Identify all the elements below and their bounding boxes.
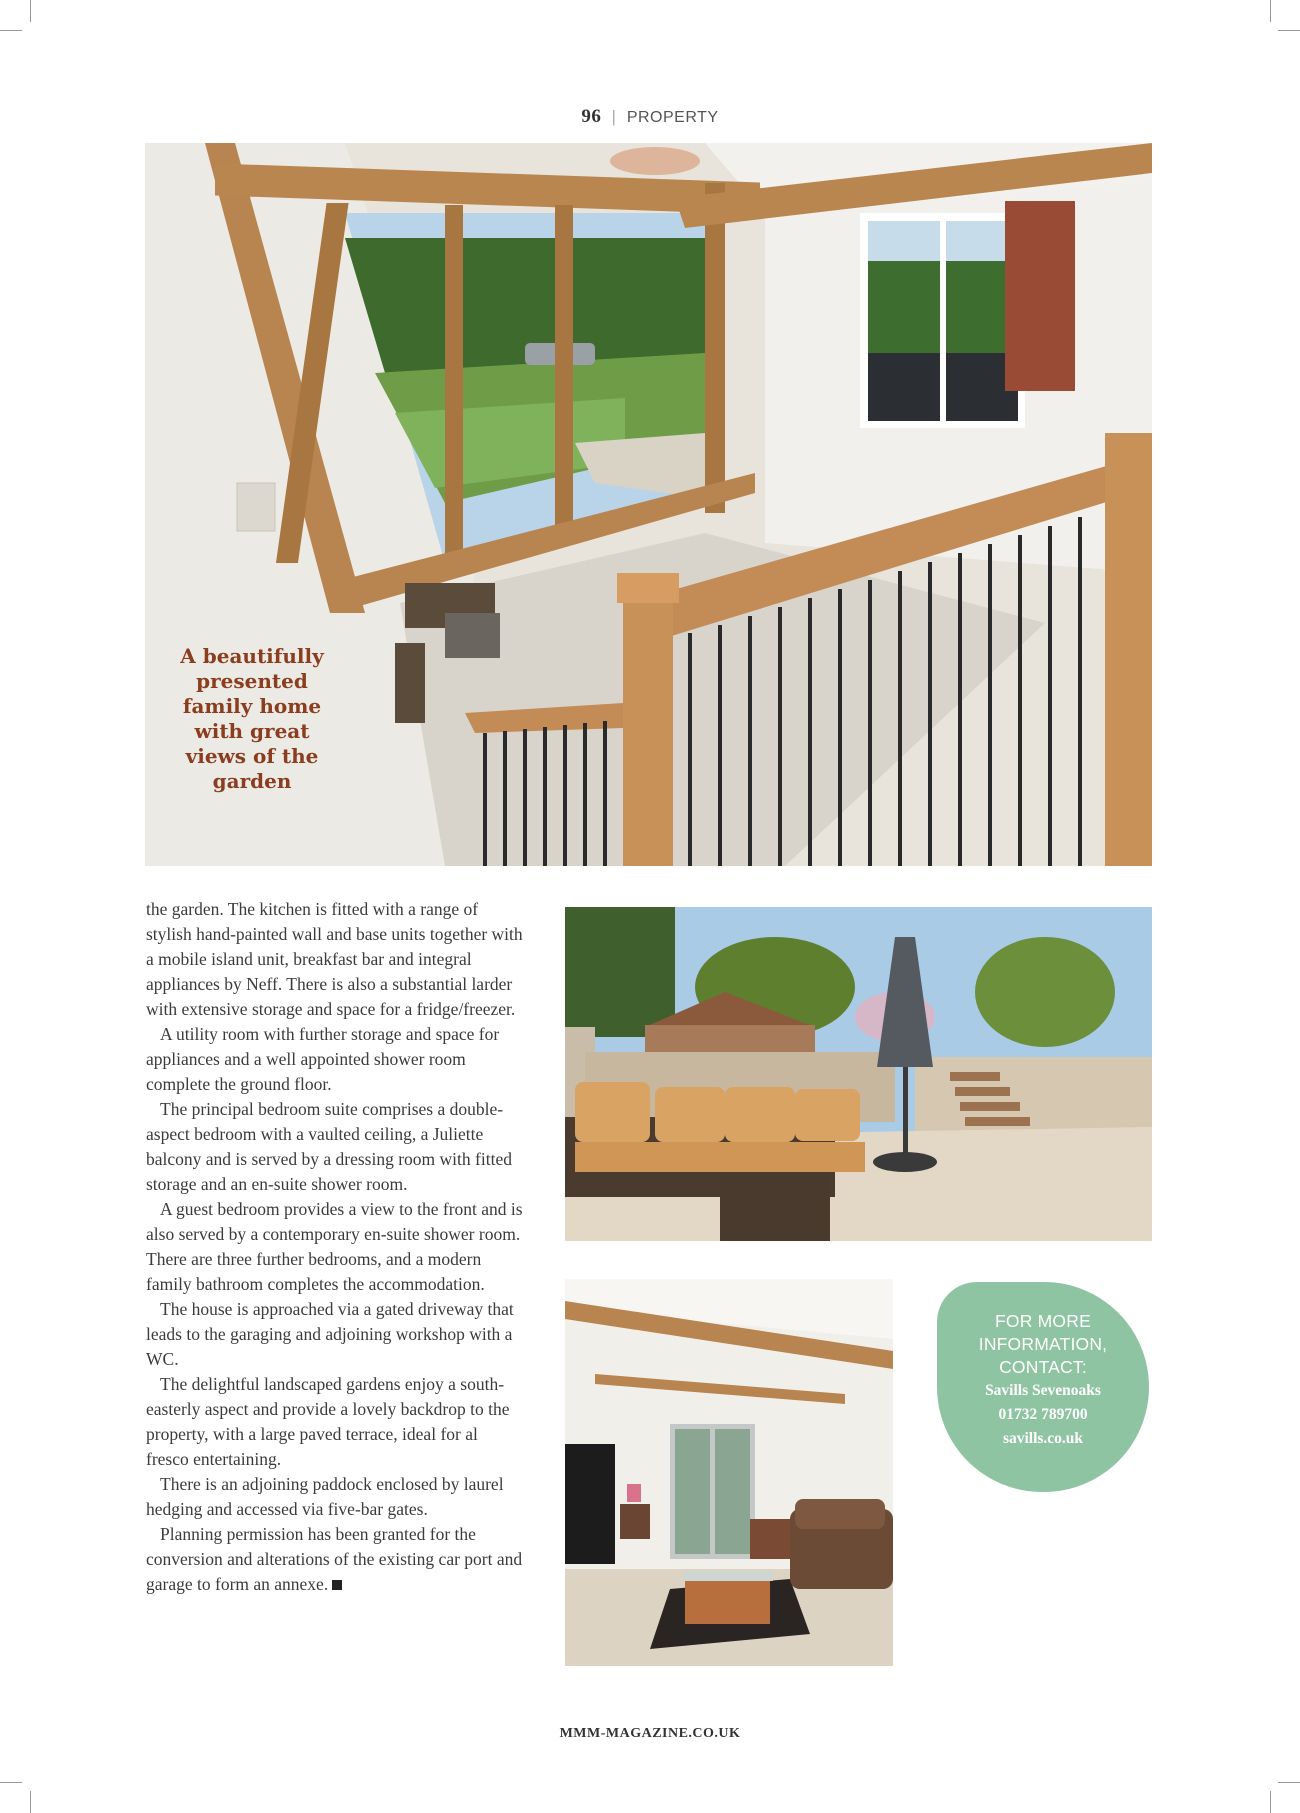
article-paragraph: The delightful landscaped gardens enjoy a south-easterly aspect and provide a lovely backdrop to the property, with a large paved terrace, ideal for al fresco entertaining. bbox=[146, 1374, 510, 1469]
article-paragraph: A utility room with further storage and space for appliances and a well appointed shower room complete the ground floor. bbox=[146, 1024, 500, 1094]
page-footer: MMM-MAGAZINE.CO.UK bbox=[559, 1726, 741, 1741]
lounge-photo-graphic bbox=[565, 1279, 893, 1666]
page-number: 96 bbox=[581, 106, 602, 127]
crop-mark bbox=[1270, 1791, 1271, 1813]
crop-mark bbox=[1270, 0, 1271, 22]
crop-mark bbox=[0, 1782, 22, 1783]
caption-line: garden bbox=[212, 769, 292, 793]
article-paragraph: A guest bedroom provides a view to the front and is also served by a contemporary en-suite shower room. There are three further bedrooms, and a modern family bathroom completes the accommodation. bbox=[146, 1199, 523, 1294]
page-header bbox=[0, 106, 1300, 128]
contact-lead-line: INFORMATION, bbox=[978, 1334, 1108, 1354]
caption-line: views of the bbox=[185, 744, 319, 768]
caption-line: A beautifully bbox=[180, 644, 324, 668]
header-separator: | bbox=[612, 107, 617, 126]
article-paragraph bbox=[146, 1522, 524, 1597]
article-last-sentence: Planning permission has been granted for the conversion and alterations of the existing car port and garage to form an annexe. bbox=[146, 1524, 523, 1594]
contact-lead-line: FOR MORE bbox=[995, 1311, 1091, 1331]
caption-line: presented bbox=[196, 669, 308, 693]
contact-phone[interactable]: 01732 789700 bbox=[998, 1406, 1088, 1423]
article-paragraph: There is an adjoining paddock enclosed by laurel hedging and accessed via five-bar gates. bbox=[146, 1474, 504, 1519]
hero-caption bbox=[168, 644, 336, 794]
end-mark-icon bbox=[332, 1580, 342, 1590]
crop-mark bbox=[1278, 1782, 1300, 1783]
patio-photo-graphic bbox=[565, 907, 1152, 1241]
article-paragraph: The house is approached via a gated driveway that leads to the garaging and adjoining workshop with a WC. bbox=[146, 1299, 514, 1369]
caption-line: family home bbox=[182, 694, 322, 718]
contact-info-box bbox=[937, 1282, 1149, 1492]
section-label: PROPERTY bbox=[626, 109, 719, 126]
contact-agent: Savills Sevenoaks bbox=[985, 1382, 1101, 1399]
article-paragraph: the garden. The kitchen is fitted with a range of stylish hand-painted wall and base units together with a mobile island unit, breakfast bar and integral appliances by Neff. There is also a substantial larder with extensive storage and space for a fridge/freezer. bbox=[146, 899, 523, 1019]
crop-mark bbox=[0, 30, 22, 31]
crop-mark bbox=[30, 0, 31, 22]
patio-photo bbox=[565, 907, 1152, 1241]
lounge-photo bbox=[565, 1279, 893, 1666]
article-paragraph: The principal bedroom suite comprises a double-aspect bedroom with a vaulted ceiling, a Juliette balcony and is served by a dressing room with fitted storage and an en-suite shower room. bbox=[146, 1099, 512, 1194]
caption-line: with great bbox=[194, 719, 310, 743]
contact-website-link[interactable]: savills.co.uk bbox=[1002, 1430, 1084, 1447]
crop-mark bbox=[1278, 30, 1300, 31]
contact-lead-line: CONTACT: bbox=[999, 1357, 1087, 1377]
crop-mark bbox=[30, 1791, 31, 1813]
contact-lead bbox=[937, 1310, 1149, 1379]
article-body bbox=[146, 897, 524, 1597]
